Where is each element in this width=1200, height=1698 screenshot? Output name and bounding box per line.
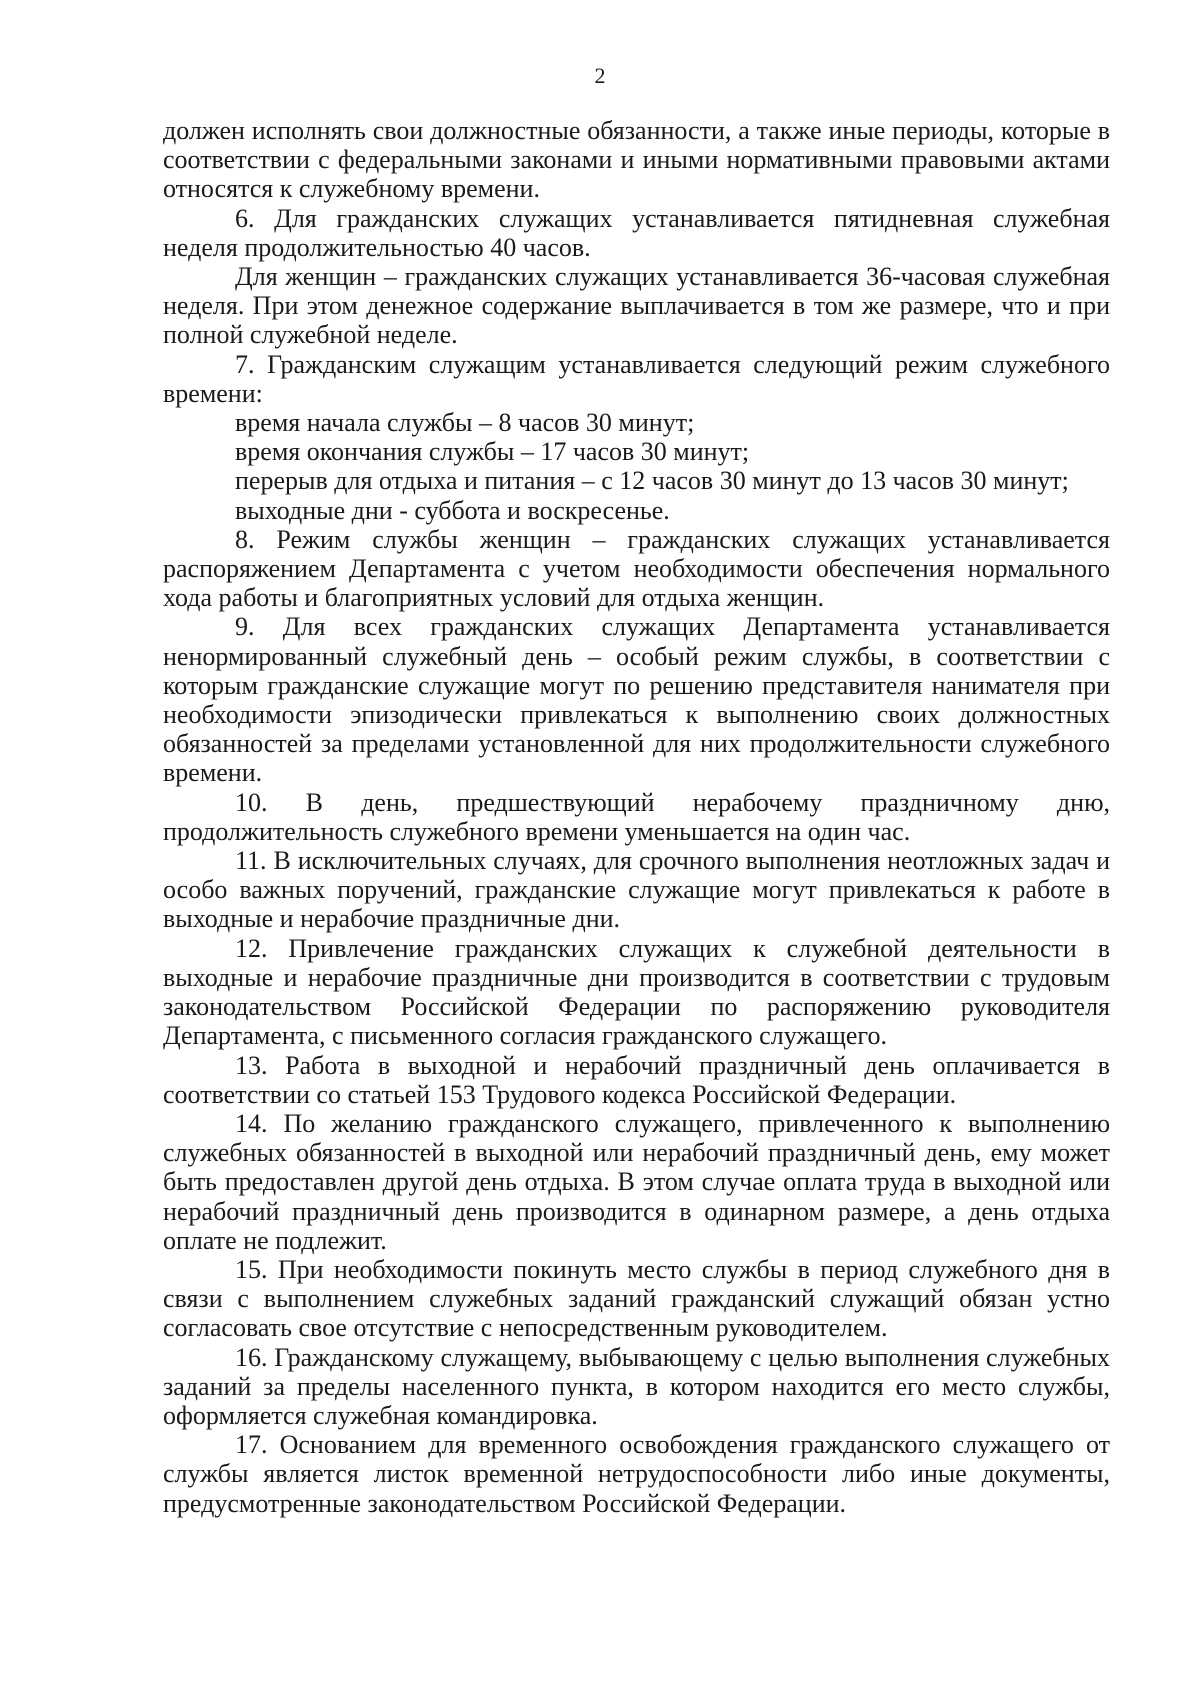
paragraph-item-11: 11. В исключительных случаях, для срочного выполнения неотложных задач и особо важных поручений, гражданские служащие могут привлекаться к работе в выходные и нерабочие праздничные дни.	[163, 846, 1110, 934]
document-body	[163, 116, 1110, 1518]
paragraph-item-9: 9. Для всех гражданских служащих Департамента устанавливается ненормированный служебный день – особый режим службы, в соответствии с которым гражданские служащие могут по решению представителя нанимателя при необходимости эпизодически привлекаться к выполнению своих должностных обязанностей за пределами установленной для них продолжительности служебного времени.	[163, 612, 1110, 788]
paragraph-item-17: 17. Основанием для временного освобождения гражданского служащего от службы является листок временной нетрудоспособности либо иные документы, предусмотренные законодательством Российской Федерации.	[163, 1430, 1110, 1518]
paragraph-item-13: 13. Работа в выходной и нерабочий праздничный день оплачивается в соответствии со статьей 153 Трудового кодекса Российской Федерации.	[163, 1050, 1110, 1109]
paragraph-women-week: Для женщин – гражданских служащих устанавливается 36-часовая служебная неделя. При этом денежное содержание выплачивается в том же размере, что и при полной служебной неделе.	[163, 262, 1110, 350]
schedule-break: перерыв для отдыха и питания – с 12 часов 30 минут до 13 часов 30 минут;	[235, 466, 1069, 496]
schedule-end-time: время окончания службы – 17 часов 30 минут;	[235, 437, 750, 467]
paragraph-item-15: 15. При необходимости покинуть место службы в период служебного дня в связи с выполнением служебных заданий гражданский служащий обязан устно согласовать свое отсутствие с непосредственным руководителем.	[163, 1254, 1110, 1343]
page-number: 2	[594, 63, 606, 88]
paragraph-item-12: 12. Привлечение гражданских служащих к служебной деятельности в выходные и нерабочие праздничные дни производится в соответствии с трудовым законодательством Российской Федерации по распоряжению руководителя Департамента, с письменного согласия гражданского служащего.	[163, 933, 1110, 1051]
paragraph-item-6: 6. Для гражданских служащих устанавливается пятидневная служебная неделя продолжительностью 40 часов.	[163, 203, 1110, 262]
schedule-start-time: время начала службы – 8 часов 30 минут;	[235, 408, 695, 438]
paragraph-item-8: 8. Режим службы женщин – гражданских служащих устанавливается распоряжением Департамента с учетом необходимости обеспечения нормального хода работы и благоприятных условий для отдыха женщин.	[163, 524, 1110, 613]
paragraph-item-16: 16. Гражданскому служащему, выбывающему с целью выполнения служебных заданий за пределы населенного пункта, в котором находится его место службы, оформляется служебная командировка.	[163, 1342, 1110, 1430]
paragraph-item-14: 14. По желанию гражданского служащего, привлеченного к выполнению служебных обязанностей в выходной или нерабочий праздничный день, ему может быть предоставлен другой день отдыха. В этом случае оплата труда в выходной или нерабочий праздничный день производится в одинарном размере, а день отдыха оплате не подлежит.	[163, 1108, 1110, 1255]
paragraph-continuation: должен исполнять свои должностные обязанности, а также иные периоды, которые в соответствии с федеральными законами и иными нормативными правовыми актами относятся к служебному времени.	[163, 116, 1110, 204]
paragraph-item-7: 7. Гражданским служащим устанавливается следующий режим служебного времени:	[163, 349, 1110, 408]
schedule-days-off: выходные дни - суббота и воскресенье.	[235, 495, 670, 525]
paragraph-item-10: 10. В день, предшествующий нерабочему праздничному дню, продолжительность служебного времени уменьшается на один час.	[163, 787, 1110, 846]
